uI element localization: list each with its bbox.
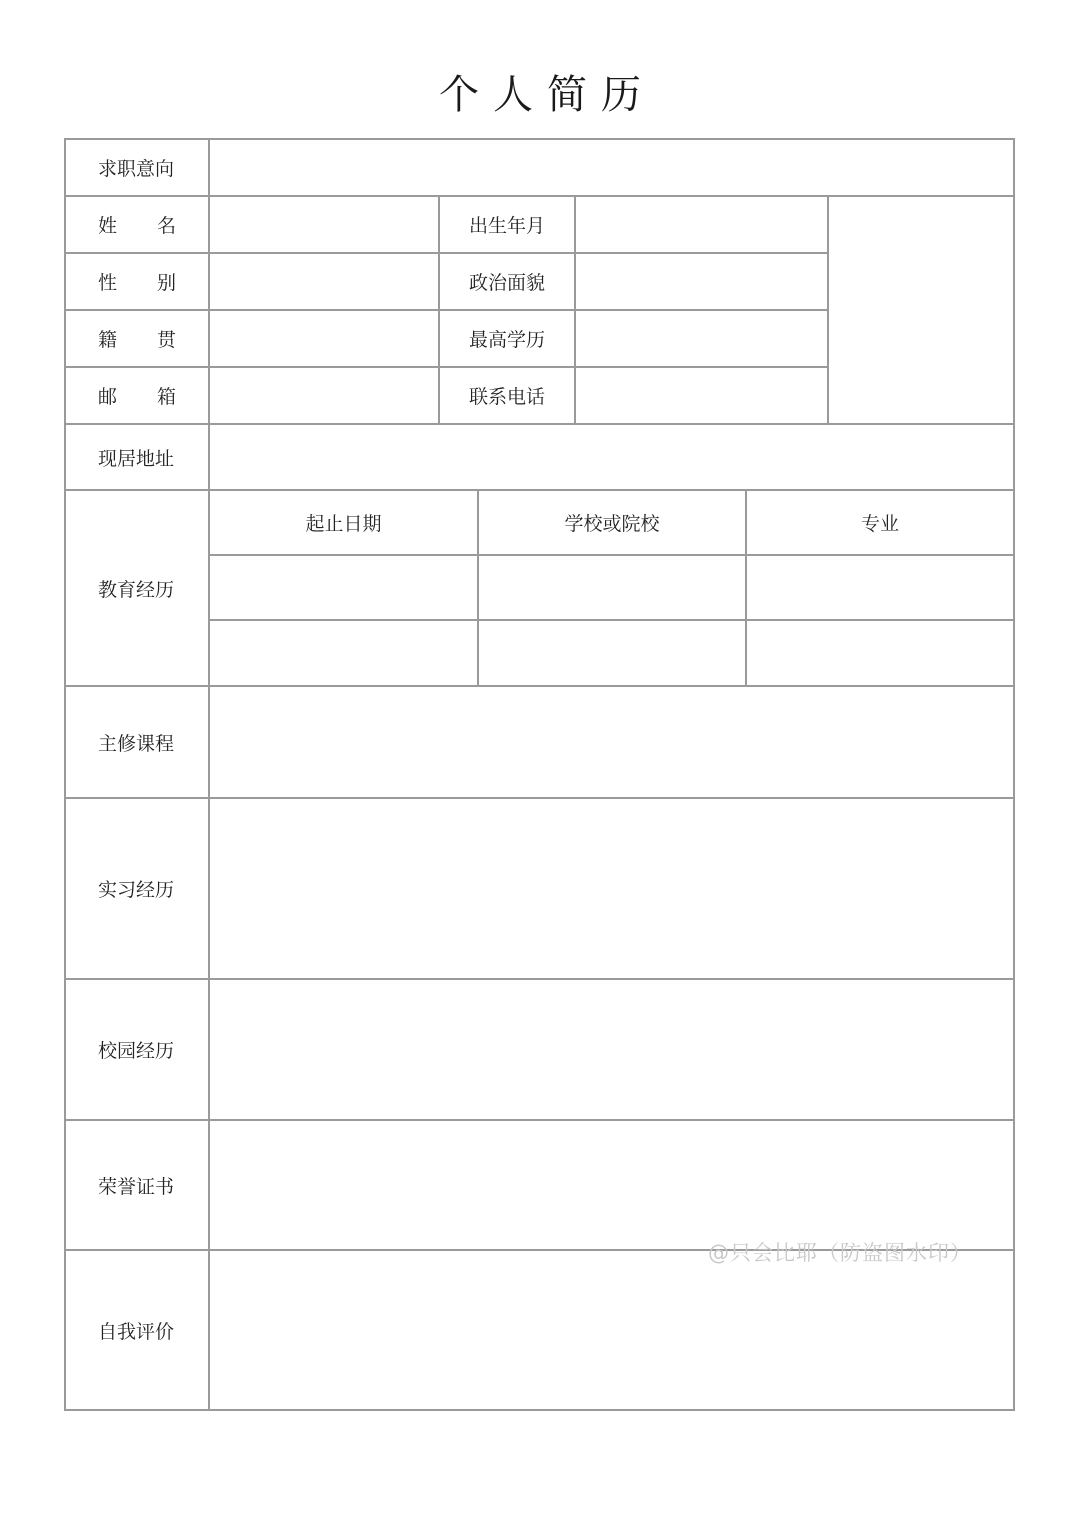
native-place-field[interactable] xyxy=(210,311,438,366)
watermark: @只会比耶（防盗图水印） xyxy=(708,1241,972,1265)
label-job-intention: 求职意向 xyxy=(98,158,175,180)
education-row-1-major[interactable] xyxy=(747,556,1013,619)
label-native-place-char-1: 籍 xyxy=(98,329,118,351)
birth-date-field[interactable] xyxy=(576,197,827,252)
honors-field[interactable] xyxy=(210,1121,1013,1249)
page-title: 个人简历 xyxy=(439,72,655,118)
education-row-1-school[interactable] xyxy=(479,556,745,619)
label-highest-education: 最高学历 xyxy=(468,329,545,351)
label-campus: 校园经历 xyxy=(98,1040,175,1062)
phone-field[interactable] xyxy=(576,368,827,423)
internship-field[interactable] xyxy=(210,799,1013,978)
label-email-char-1: 邮 xyxy=(98,386,118,408)
highest-education-field[interactable] xyxy=(576,311,827,366)
current-address-field[interactable] xyxy=(210,425,1013,489)
email-field[interactable] xyxy=(210,368,438,423)
education-row-2-dates[interactable] xyxy=(210,621,477,685)
label-email xyxy=(64,366,210,425)
campus-field[interactable] xyxy=(210,980,1013,1119)
self-evaluation-field[interactable] xyxy=(210,1251,1013,1409)
label-gender-char-2: 别 xyxy=(156,272,176,294)
label-email-char-2: 箱 xyxy=(156,386,176,408)
label-internship: 实习经历 xyxy=(98,879,175,901)
label-political-status: 政治面貌 xyxy=(468,272,545,294)
label-name xyxy=(64,195,210,254)
education-row-1-dates[interactable] xyxy=(210,556,477,619)
label-native-place xyxy=(64,309,210,368)
name-field[interactable] xyxy=(210,197,438,252)
main-courses-field[interactable] xyxy=(210,687,1013,797)
label-honors: 荣誉证书 xyxy=(98,1175,175,1198)
label-current-address: 现居地址 xyxy=(98,447,175,470)
education-header-major: 专业 xyxy=(860,513,899,535)
label-gender-char-1: 性 xyxy=(98,272,118,294)
gender-field[interactable] xyxy=(210,254,438,309)
label-education: 教育经历 xyxy=(98,578,175,601)
label-phone: 联系电话 xyxy=(468,386,545,408)
label-birth-date: 出生年月 xyxy=(468,215,545,237)
label-gender xyxy=(64,252,210,311)
photo-area[interactable] xyxy=(829,197,1013,423)
education-header-dates: 起止日期 xyxy=(305,513,382,535)
education-row-2-school[interactable] xyxy=(479,621,745,685)
label-native-place-char-2: 贯 xyxy=(156,329,176,351)
table-border-right xyxy=(1013,138,1015,1411)
political-status-field[interactable] xyxy=(576,254,827,309)
label-main-courses: 主修课程 xyxy=(98,732,175,755)
label-self-evaluation: 自我评价 xyxy=(98,1320,175,1343)
label-name-char-1: 姓 xyxy=(98,215,118,237)
education-header-school: 学校或院校 xyxy=(564,513,660,535)
job-intention-field[interactable] xyxy=(210,140,1013,195)
education-row-2-major[interactable] xyxy=(747,621,1013,685)
label-name-char-2: 名 xyxy=(156,215,176,237)
